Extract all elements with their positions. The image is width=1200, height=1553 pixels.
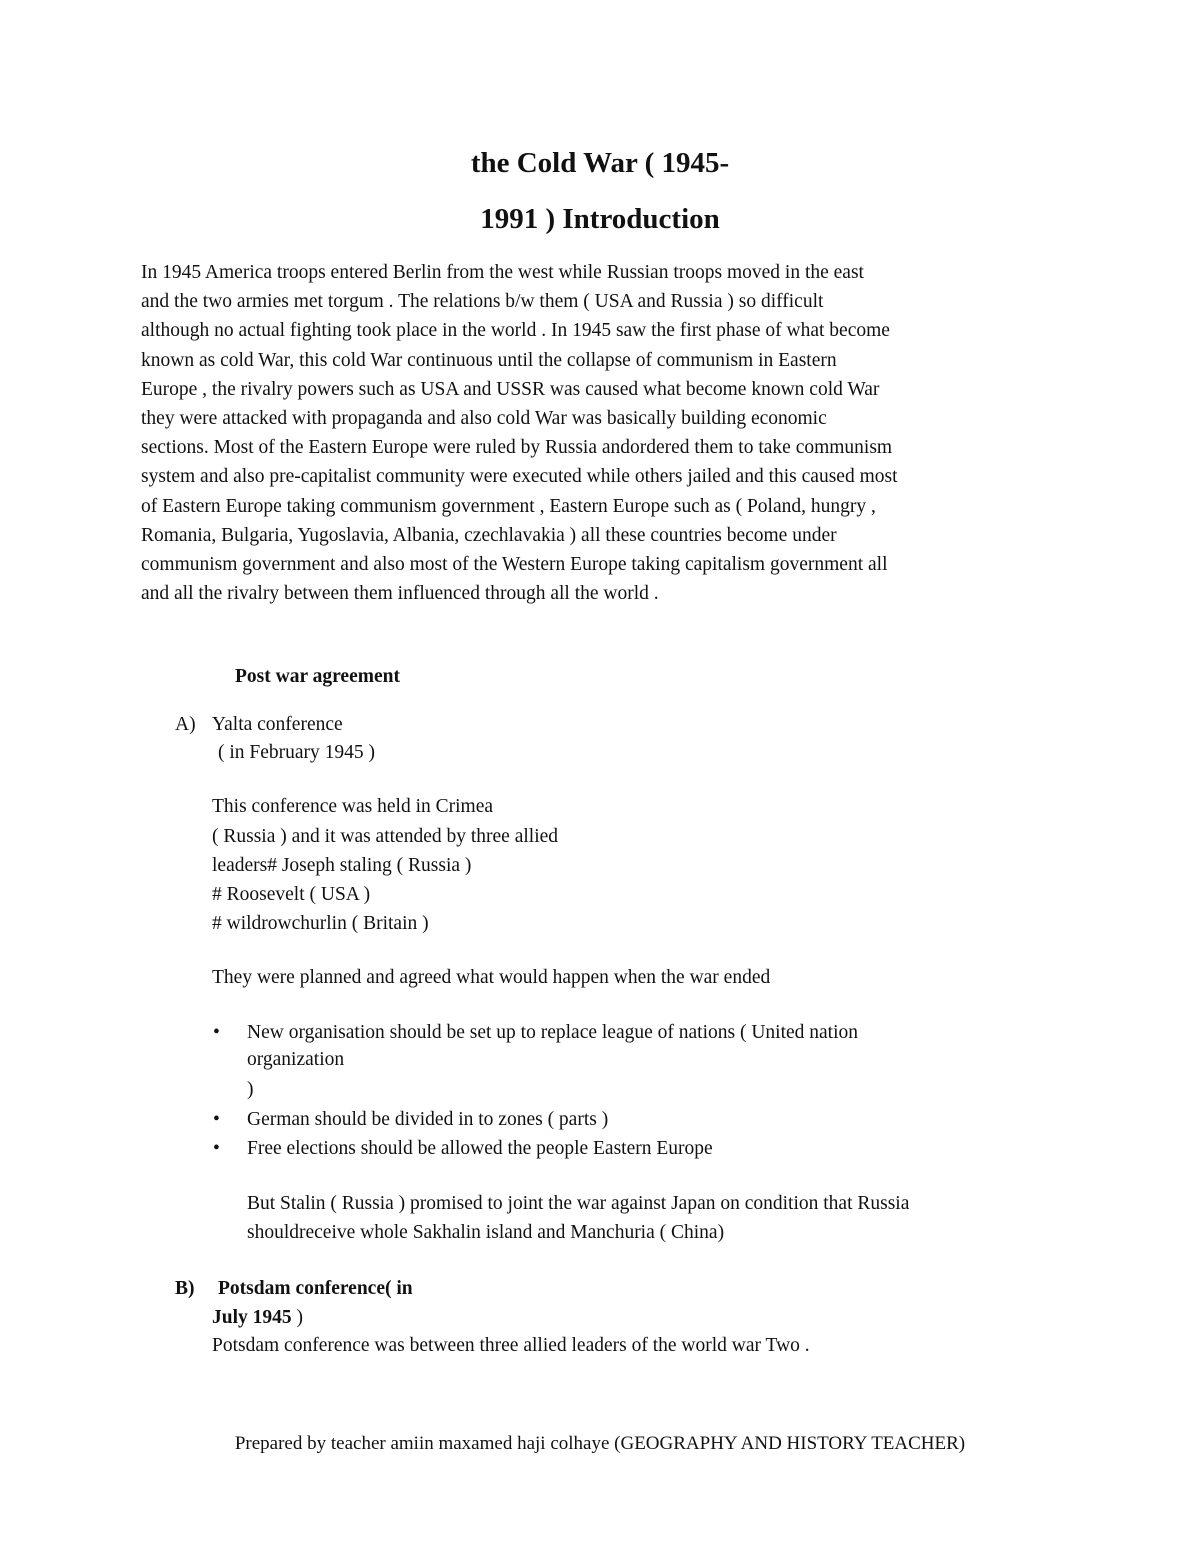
section-b-description: Potsdam conference was between three allied leaders of the world war Two . bbox=[212, 1335, 810, 1356]
document-title-line-1: the Cold War ( 1945- bbox=[470, 147, 730, 179]
bullet-item-1-line-3: ) bbox=[247, 1079, 254, 1100]
section-a-held-line: # Roosevelt ( USA ) bbox=[212, 884, 371, 905]
section-a-marker: A) bbox=[175, 714, 196, 735]
stalin-line-2: shouldreceive whole Sakhalin island and Manchuria ( China) bbox=[247, 1222, 725, 1243]
intro-line: Romania, Bulgaria, Yugoslavia, Albania, czechlavakia ) all these countries become under bbox=[141, 524, 837, 546]
intro-line: they were attacked with propaganda and also cold War was basically building economic bbox=[141, 408, 827, 430]
bullet-dot: • bbox=[213, 1138, 220, 1159]
section-b-date-close: ) bbox=[291, 1307, 304, 1328]
intro-line: although no actual fighting took place in the world . In 1945 saw the first phase of what become bbox=[141, 320, 890, 342]
bullet-item-1-line-1: New organisation should be set up to replace league of nations ( United nation bbox=[247, 1022, 859, 1043]
document-title-line-2: 1991 ) Introduction bbox=[480, 203, 720, 235]
intro-line: and the two armies met torgum . The relations b/w them ( USA and Russia ) so difficult bbox=[141, 291, 824, 313]
bullet-item-1-line-2: organization bbox=[247, 1049, 345, 1070]
bullet-dot: • bbox=[213, 1109, 220, 1130]
intro-line: Europe , the rivalry powers such as USA and USSR was caused what become known cold War bbox=[141, 378, 880, 400]
bullet-dot: • bbox=[213, 1022, 220, 1043]
section-b-date: July 1945 bbox=[212, 1307, 292, 1328]
section-a-held-line: ( Russia ) and it was attended by three allied bbox=[212, 826, 559, 847]
section-a-planned: They were planned and agreed what would happen when the war ended bbox=[212, 967, 771, 988]
section-b-marker: B) bbox=[175, 1278, 195, 1299]
bullet-item-3: Free elections should be allowed the people Eastern Europe bbox=[247, 1138, 713, 1159]
page-footer: Prepared by teacher amiin maxamed haji colhaye (GEOGRAPHY AND HISTORY TEACHER) bbox=[234, 1433, 966, 1454]
bullet-item-2: German should be divided in to zones ( parts ) bbox=[247, 1109, 609, 1130]
intro-paragraph bbox=[141, 258, 1071, 608]
intro-line: In 1945 America troops entered Berlin from the west while Russian troops moved in the east bbox=[141, 262, 864, 283]
section-a-held-line: # wildrowchurlin ( Britain ) bbox=[212, 913, 429, 934]
intro-line: of Eastern Europe taking communism government , Eastern Europe such as ( Poland, hungry , bbox=[141, 495, 876, 517]
section-b-title-line-1: Potsdam conference( in bbox=[218, 1278, 413, 1299]
section-a-title: Yalta conference bbox=[212, 714, 343, 735]
intro-line: known as cold War, this cold War continuous until the collapse of communism in Eastern bbox=[141, 349, 837, 371]
intro-line: sections. Most of the Eastern Europe were ruled by Russia andordered them to take communism bbox=[141, 437, 893, 459]
section-a-held-line: leaders# Joseph staling ( Russia ) bbox=[212, 855, 472, 876]
stalin-line-1: But Stalin ( Russia ) promised to joint the war against Japan on condition that Russia bbox=[247, 1193, 910, 1214]
post-war-heading: Post war agreement bbox=[235, 666, 400, 687]
section-b-title-line-2 bbox=[212, 1304, 303, 1332]
intro-line: and all the rivalry between them influenced through all the world . bbox=[141, 583, 659, 605]
intro-line: communism government and also most of the Western Europe taking capitalism government all bbox=[141, 554, 888, 576]
intro-line: system and also pre-capitalist community were executed while others jailed and this caused most bbox=[141, 466, 898, 488]
section-a-date: ( in February 1945 ) bbox=[218, 742, 376, 763]
section-a-held-line: This conference was held in Crimea bbox=[212, 796, 494, 817]
